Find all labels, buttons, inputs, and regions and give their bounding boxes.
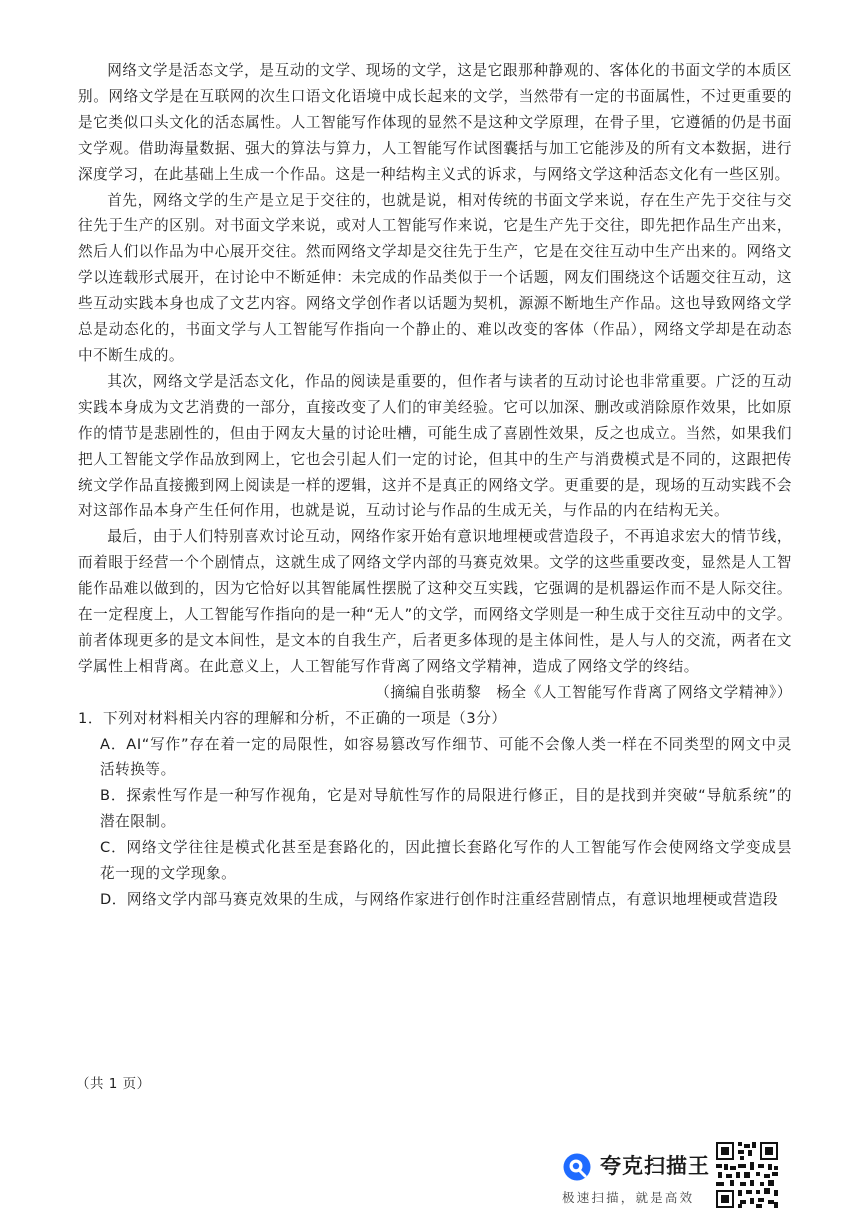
- option-c: C．网络文学往往是模式化甚至是套路化的，因此擅长套路化写作的人工智能写作会使网络文学变成昙花一现的文学现象。: [100, 839, 792, 883]
- page-count-label: （共 1 页）: [76, 1076, 151, 1092]
- article-paragraph-4: 最后，由于人们特别喜欢讨论互动，网络作家开始有意识地埋梗或营造段子，不再追求宏大的情节线，而着眼于经营一个个剧情点，这就生成了网络文学内部的马赛克效果。文学的这些重要改变，显然是人工智能作品难以做到的，因为它恰好以其智能属性摆脱了这种交互实践，它强调的是机器运作而不是人际交往。在一定程度上，人工智能写作指向的是一种“无人”的文学，而网络文学则是一种生成于交往互动中的文学。前者体现更多的是文本间性，是文本的自我生产，后者更多体现的是主体间性，是人与人的交流，两者在文学属性上相背离。在此意义上，人工智能写作背离了网络文学精神，造成了网络文学的终结。: [78, 528, 792, 675]
- scanner-watermark: [562, 1148, 712, 1208]
- option-d: D．网络文学内部马赛克效果的生成，与网络作家进行创作时注重经营剧情点，有意识地埋梗或营造段: [100, 891, 779, 908]
- question-stem: 1．下列对材料相关内容的理解和分析，不正确的一项是（3分）: [78, 709, 507, 727]
- quark-logo-icon: [562, 1152, 592, 1182]
- article-paragraph-3: 其次，网络文学是活态文化，作品的阅读是重要的，但作者与读者的互动讨论也非常重要。广泛的互动实践本身成为文艺消费的一部分，直接改变了人们的审美经验。它可以加深、删改或消除原作效果，比如原作的情节是悲剧性的，但由于网友大量的讨论吐槽，可能生成了喜剧性效果，反之也成立。当然，如果我们把人工智能文学作品放到网上，它也会引起人们一定的讨论，但其中的生产与消费模式是不同的，这跟把传统文学作品直接搬到网上阅读是一样的逻辑，这并不是真正的网络文学。更重要的是，现场的互动实践不会对这部作品本身产生任何作用，也就是说，互动讨论与作品的生成无关，与作品的内在结构无关。: [78, 372, 792, 520]
- brand-name: 夸克扫描王: [600, 1154, 710, 1178]
- option-b: B．探索性写作是一种写作视角，它是对导航性写作的局限进行修正，目的是找到并突破“导航系统”的潜在限制。: [100, 787, 792, 831]
- document-body: [78, 58, 792, 913]
- qr-code-icon: [716, 1142, 778, 1208]
- option-a: A．AI“写作”存在着一定的局限性，如容易篡改写作细节、可能不会像人类一样在不同类型的网文中灵活转换等。: [100, 735, 792, 779]
- brand-slogan: 极速扫描，就是高效: [562, 1190, 695, 1205]
- article-source: （摘编自张萌黎 杨全《人工智能写作背离了网络文学精神》）: [375, 683, 792, 701]
- article-paragraph-1: 网络文学是活态文学，是互动的文学、现场的文学，这是它跟那种静观的、客体化的书面文学的本质区别。网络文学是在互联网的次生口语文化语境中成长起来的文学，当然带有一定的书面属性，不过更重要的是它类似口头文化的活态属性。人工智能写作体现的显然不是这种文学原理，在骨子里，它遵循的仍是书面文学观。借助海量数据、强大的算法与算力，人工智能写作试图囊括与加工它能涉及的所有文本数据，进行深度学习，在此基础上生成一个作品。这是一种结构主义式的诉求，与网络文学这种活态文化有一些区别。: [78, 62, 792, 183]
- article-paragraph-2: 首先，网络文学的生产是立足于交往的，也就是说，相对传统的书面文学来说，存在生产先于交往与交往先于生产的区别。对书面文学来说，或对人工智能写作来说，它是生产先于交往，即先把作品生产出来，然后人们以作品为中心展开交往。然而网络文学却是交往先于生产，它是在交往互动中生产出来的。网络文学以连载形式展开，在讨论中不断延伸：未完成的作品类似于一个话题，网友们围绕这个话题交往互动，这些互动实践本身也成了文艺内容。网络文学创作者以话题为契机，源源不断地生产作品。这也导致网络文学总是动态化的，书面文学与人工智能写作指向一个静止的、难以改变的客体（作品），网络文学却是在动态中不断生成的。: [78, 191, 792, 364]
